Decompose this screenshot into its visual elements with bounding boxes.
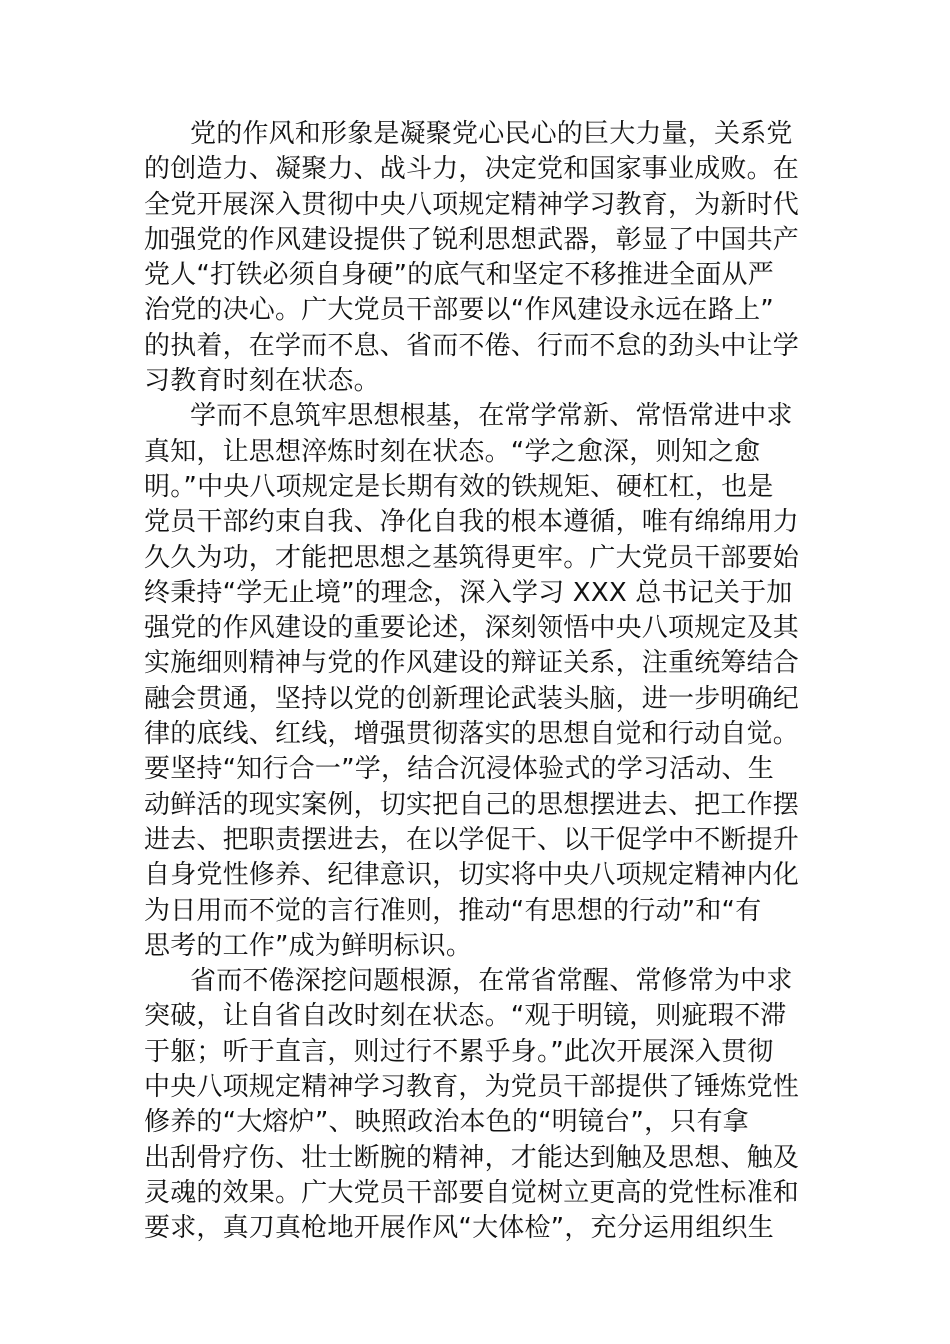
paragraph-3-line-7: 灵魂的效果。广大党员干部要自觉树立更高的党性标准和 xyxy=(144,1177,800,1208)
paragraph-3-line-3: 于躯；听于直言，则过行不累乎身。”此次开展深入贯彻 xyxy=(144,1036,774,1067)
paragraph-1-line-1: 党的作风和形象是凝聚党心民心的巨大力量，关系党 xyxy=(190,119,793,149)
paragraph-2-line-6: 终秉持“学无止境”的理念，深入学习 XXX 总书记关于加 xyxy=(144,577,793,608)
document-body xyxy=(144,117,810,1247)
paragraph-2-line-8: 实施细则精神与党的作风建设的辩证关系，注重统筹结合 xyxy=(144,648,800,679)
paragraph-1-line-7: 的执着，在学而不息、省而不倦、行而不怠的劲头中让学 xyxy=(144,330,800,361)
paragraph-3-line-6: 出刮骨疗伤、壮士断腕的精神，才能达到触及思想、触及 xyxy=(144,1142,800,1173)
paragraph-3-line-5: 修养的“大熔炉”、映照政治本色的“明镜台”，只有拿 xyxy=(144,1107,749,1138)
paragraph-3-line-8: 要求，真刀真枪地开展作风“大体检”，充分运用组织生 xyxy=(144,1213,774,1244)
paragraph-1-line-5: 党人“打铁必须自身硬”的底气和坚定不移推进全面从严 xyxy=(144,260,774,291)
paragraph-2-line-2: 真知，让思想淬炼时刻在状态。“学之愈深，则知之愈 xyxy=(144,436,761,467)
paragraph-2-line-3: 明。”中央八项规定是长期有效的铁规矩、硬杠杠，也是 xyxy=(144,471,774,502)
paragraph-2-line-12: 动鲜活的现实案例，切实把自己的思想摆进去、把工作摆 xyxy=(144,789,800,820)
paragraph-1-line-4: 加强党的作风建设提供了锐利思想武器，彰显了中国共产 xyxy=(144,224,800,255)
paragraph-2-line-15: 为日用而不觉的言行准则，推动“有思想的行动”和“有 xyxy=(144,895,762,926)
paragraph-2-line-7: 强党的作风建设的重要论述，深刻领悟中央八项规定及其 xyxy=(144,613,800,644)
paragraph-2-line-16: 思考的工作”成为鲜明标识。 xyxy=(144,930,473,961)
paragraph-2-line-10: 律的底线、红线，增强贯彻落实的思想自觉和行动自觉。 xyxy=(144,719,800,750)
paragraph-2-line-1: 学而不息筑牢思想根基，在常学常新、常悟常进中求 xyxy=(190,401,793,432)
paragraph-3-line-1: 省而不倦深挖问题根源，在常省常醒、常修常为中求 xyxy=(190,966,793,997)
paragraph-1-line-8: 习教育时刻在状态。 xyxy=(144,366,380,397)
paragraph-1-line-3: 全党开展深入贯彻中央八项规定精神学习教育，为新时代 xyxy=(144,189,800,220)
paragraph-3-line-2: 突破，让自省自改时刻在状态。“观于明镜，则疵瑕不滞 xyxy=(144,1001,787,1032)
paragraph-2-line-5: 久久为功，才能把思想之基筑得更牢。广大党员干部要始 xyxy=(144,542,800,573)
paragraph-1-line-6: 治党的决心。广大党员干部要以“作风建设永远在路上” xyxy=(144,295,774,326)
paragraph-2-line-13: 进去、把职责摆进去，在以学促干、以干促学中不断提升 xyxy=(144,824,800,855)
paragraph-2-line-11: 要坚持“知行合一”学，结合沉浸体验式的学习活动、生 xyxy=(144,754,774,785)
paragraph-2-line-4: 党员干部约束自我、净化自我的根本遵循，唯有绵绵用力 xyxy=(144,507,800,538)
paragraph-2-line-9: 融会贯通，坚持以党的创新理论武装头脑，进一步明确纪 xyxy=(144,683,800,714)
paragraph-3-line-4: 中央八项规定精神学习教育，为党员干部提供了锤炼党性 xyxy=(144,1072,800,1103)
paragraph-1-line-2: 的创造力、凝聚力、战斗力，决定党和国家事业成败。在 xyxy=(144,154,800,185)
paragraph-2-line-14: 自身党性修养、纪律意识，切实将中央八项规定精神内化 xyxy=(144,860,800,891)
